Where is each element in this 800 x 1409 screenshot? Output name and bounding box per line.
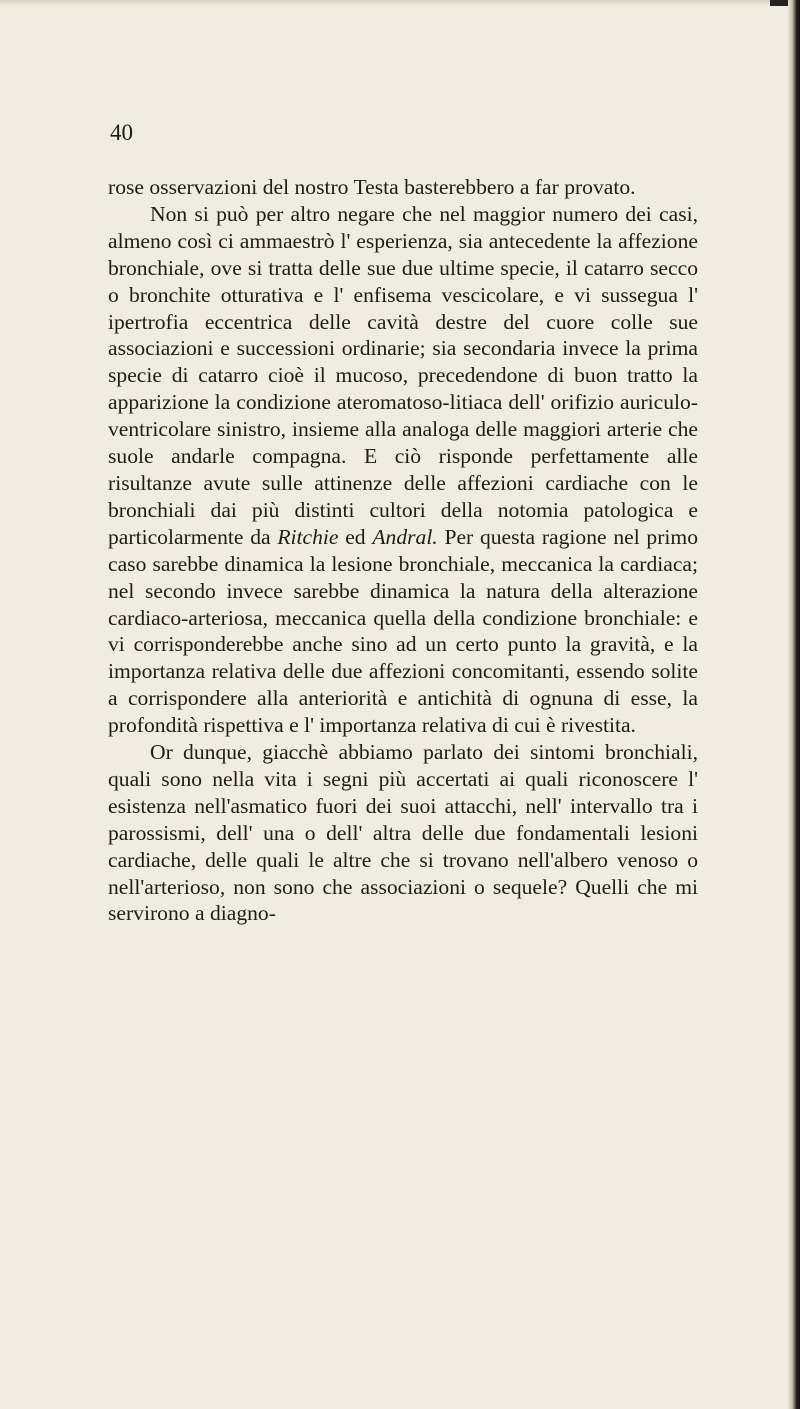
italic-name: Ritchie (277, 524, 339, 549)
text-run: Or dunque, giacchè abbiamo parlato dei sintomi bronchiali, quali sono nella vita i segni più accertati ai quali riconoscere l' esistenza nell'asmatico fuori dei suoi attacchi, nell' intervallo tra i parossismi, dell' una o dell' altra delle due fondamentali lesioni cardiache, delle quali le altre che si trovano nell'albero venoso o nell'arterioso, non sono che associazioni o sequele? Quelli che mi servirono a diagno- (108, 740, 698, 926)
text-run: ed (338, 524, 373, 549)
text-run: rose osservazioni del nostro Testa basterebbero a far provato. (108, 175, 636, 199)
scan-top-shadow (0, 0, 800, 6)
text-run: Per questa ragione nel primo caso sarebbe dinamica la lesione bronchiale, meccanica la cardiaca; nel secondo invece sarebbe dinamica la natura della alterazione cardiaco-arteriosa, meccanica quella della condizione bronchiale: e vi corrisponderebbe anche sino ad un certo punto la gravità, e la importanza relativa delle due affezioni concomitanti, essendo solite a corrispondere alla anteriorità e antichità di ognuna di esse, la profondità rispettiva e l' importanza relativa di cui è rivestita. (108, 524, 699, 738)
page-number: 40 (110, 120, 133, 145)
paragraph (108, 174, 698, 201)
text-run: Non si può per altro negare che nel maggior numero dei casi, almeno così ci ammaestrò l' esperienza, sia antecedente la affezione bronchiale, ove si tratta delle sue due ultime specie, il catarro secco o bronchite otturativa e l' enfisema vescicolare, e vi sussegua l' ipertrofia eccentrica delle cavità destre del cuore colle sue associazioni e successioni ordinarie; sia secondaria invece la prima specie di catarro cioè il mucoso, precedendone di buon tratto la apparizione la condizione ateromatoso-litiaca dell' orifizio auriculo-ventricolare sinistro, insieme alla analoga delle maggiori arterie che suole andarle compagna. E ciò risponde perfettamente alle risultanze avute sulle attinenze delle affezioni cardiache con le bronchiali dai più distinti cultori della notomia patologica e particolarmente da (108, 201, 698, 549)
italic-name: Andral. (372, 524, 438, 549)
book-page (108, 118, 698, 927)
scan-binding-edge (788, 0, 800, 1409)
paragraph (108, 739, 698, 927)
body-text (108, 174, 698, 927)
paragraph (108, 201, 698, 739)
